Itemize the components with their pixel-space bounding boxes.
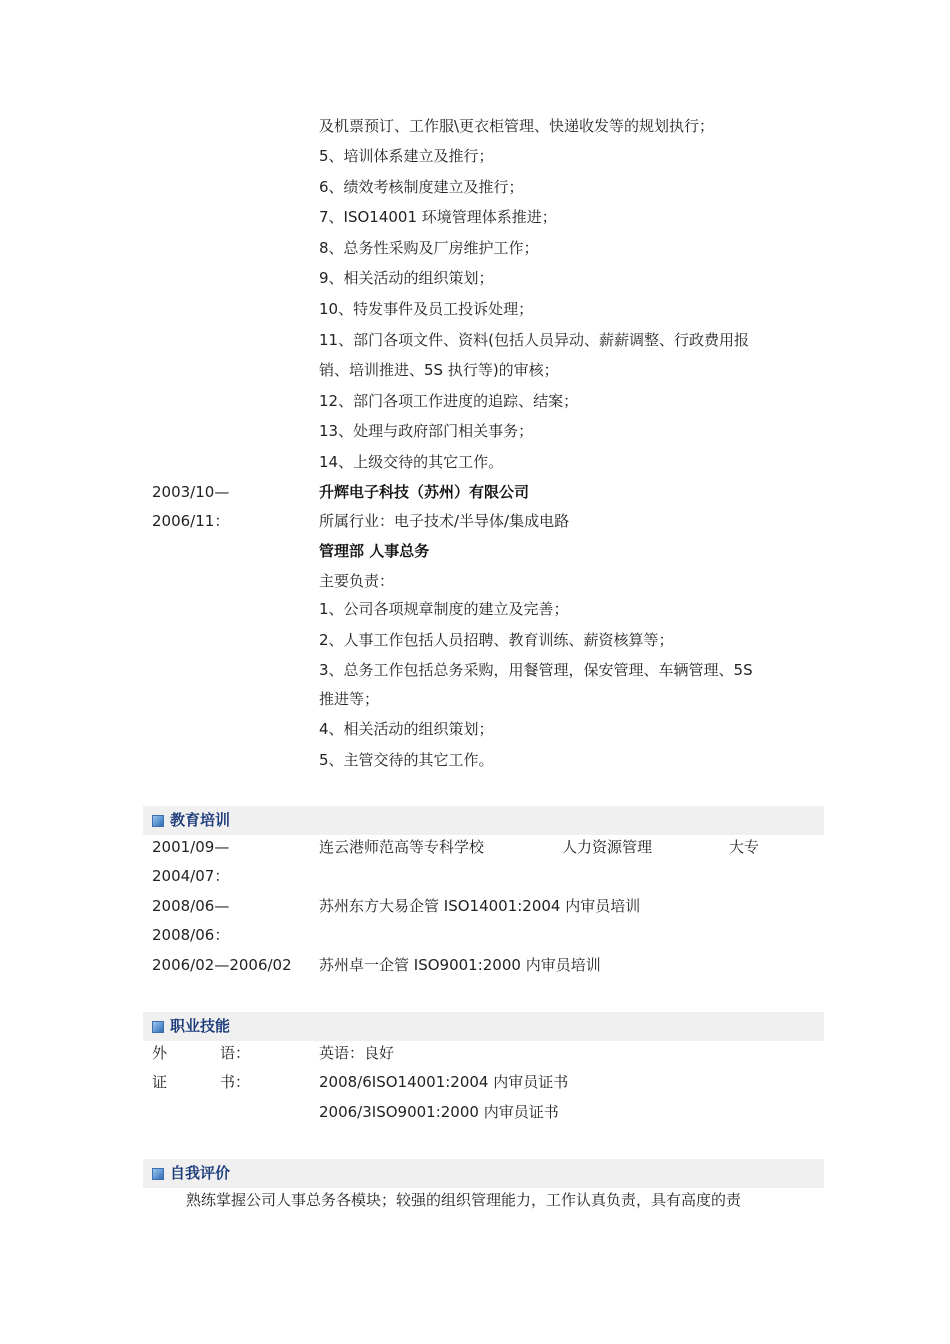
job-date-start: 2003/10— — [152, 483, 230, 501]
edu-date: 2006/02—2006/02 — [152, 956, 292, 974]
section-icon — [152, 815, 164, 827]
edu-school: 苏州东方大易企管 ISO14001:2004 内审员培训 — [319, 897, 641, 915]
duty-line: 3、总务工作包括总务采购，用餐管理，保安管理、车辆管理、5S — [319, 661, 753, 679]
cert-label: 书： — [220, 1073, 251, 1091]
cert-value: 2008/6ISO14001:2004 内审员证书 — [319, 1073, 569, 1091]
position: 管理部 人事总务 — [319, 542, 430, 560]
duty-line: 销、培训推进、5S 执行等)的审核； — [319, 361, 559, 379]
skills-section-header — [143, 1012, 824, 1041]
industry: 所属行业：电子技术/半导体/集成电路 — [319, 512, 570, 530]
duty-line: 9、相关活动的组织策划； — [319, 269, 494, 287]
duty-line: 1、公司各项规章制度的建立及完善； — [319, 600, 569, 618]
duty-line: 12、部门各项工作进度的追踪、结案； — [319, 392, 579, 410]
duty-line: 10、特发事件及员工投诉处理； — [319, 300, 534, 318]
section-icon — [152, 1168, 164, 1180]
duty-line: 14、上级交待的其它工作。 — [319, 453, 504, 471]
duties-heading: 主要负责： — [319, 572, 395, 590]
edu-date: 2004/07： — [152, 867, 230, 885]
education-section-header — [143, 806, 824, 835]
section-icon — [152, 1021, 164, 1033]
duty-line: 13、处理与政府部门相关事务； — [319, 422, 534, 440]
duty-line: 7、ISO14001 环境管理体系推进； — [319, 208, 557, 226]
cert-value: 2006/3ISO9001:2000 内审员证书 — [319, 1103, 559, 1121]
edu-degree: 大专 — [729, 838, 760, 856]
edu-school: 连云港师范高等专科学校 — [319, 838, 485, 856]
duty-line: 2、人事工作包括人员招聘、教育训练、薪资核算等； — [319, 631, 674, 649]
duty-line: 6、绩效考核制度建立及推行； — [319, 178, 524, 196]
education-title: 教育培训 — [170, 811, 231, 829]
duty-line: 5、主管交待的其它工作。 — [319, 751, 494, 769]
duty-line: 4、相关活动的组织策划； — [319, 720, 494, 738]
lang-label: 外 — [152, 1044, 168, 1062]
company-name: 升辉电子科技（苏州）有限公司 — [319, 483, 530, 501]
self-eval-section-header — [143, 1159, 824, 1188]
lang-label: 语： — [220, 1044, 251, 1062]
job-date-end: 2006/11： — [152, 512, 230, 530]
edu-date: 2001/09— — [152, 838, 230, 856]
lang-value: 英语：良好 — [319, 1044, 395, 1062]
duty-line: 推进等； — [319, 690, 380, 708]
duty-line: 11、部门各项文件、资料(包括人员异动、薪薪调整、行政费用报 — [319, 331, 749, 349]
edu-date: 2008/06： — [152, 926, 230, 944]
self-eval-title: 自我评价 — [170, 1164, 231, 1182]
self-eval-text: 熟练掌握公司人事总务各模块；较强的组织管理能力，工作认真负责，具有高度的责 — [186, 1191, 742, 1209]
duty-line: 8、总务性采购及厂房维护工作； — [319, 239, 539, 257]
edu-date: 2008/06— — [152, 897, 230, 915]
skills-title: 职业技能 — [170, 1017, 231, 1035]
edu-school: 苏州卓一企管 ISO9001:2000 内审员培训 — [319, 956, 601, 974]
duty-line: 及机票预订、工作服\更衣柜管理、快递收发等的规划执行； — [319, 117, 715, 135]
duty-line: 5、培训体系建立及推行； — [319, 147, 494, 165]
cert-label: 证 — [152, 1073, 168, 1091]
edu-major: 人力资源管理 — [562, 838, 653, 856]
